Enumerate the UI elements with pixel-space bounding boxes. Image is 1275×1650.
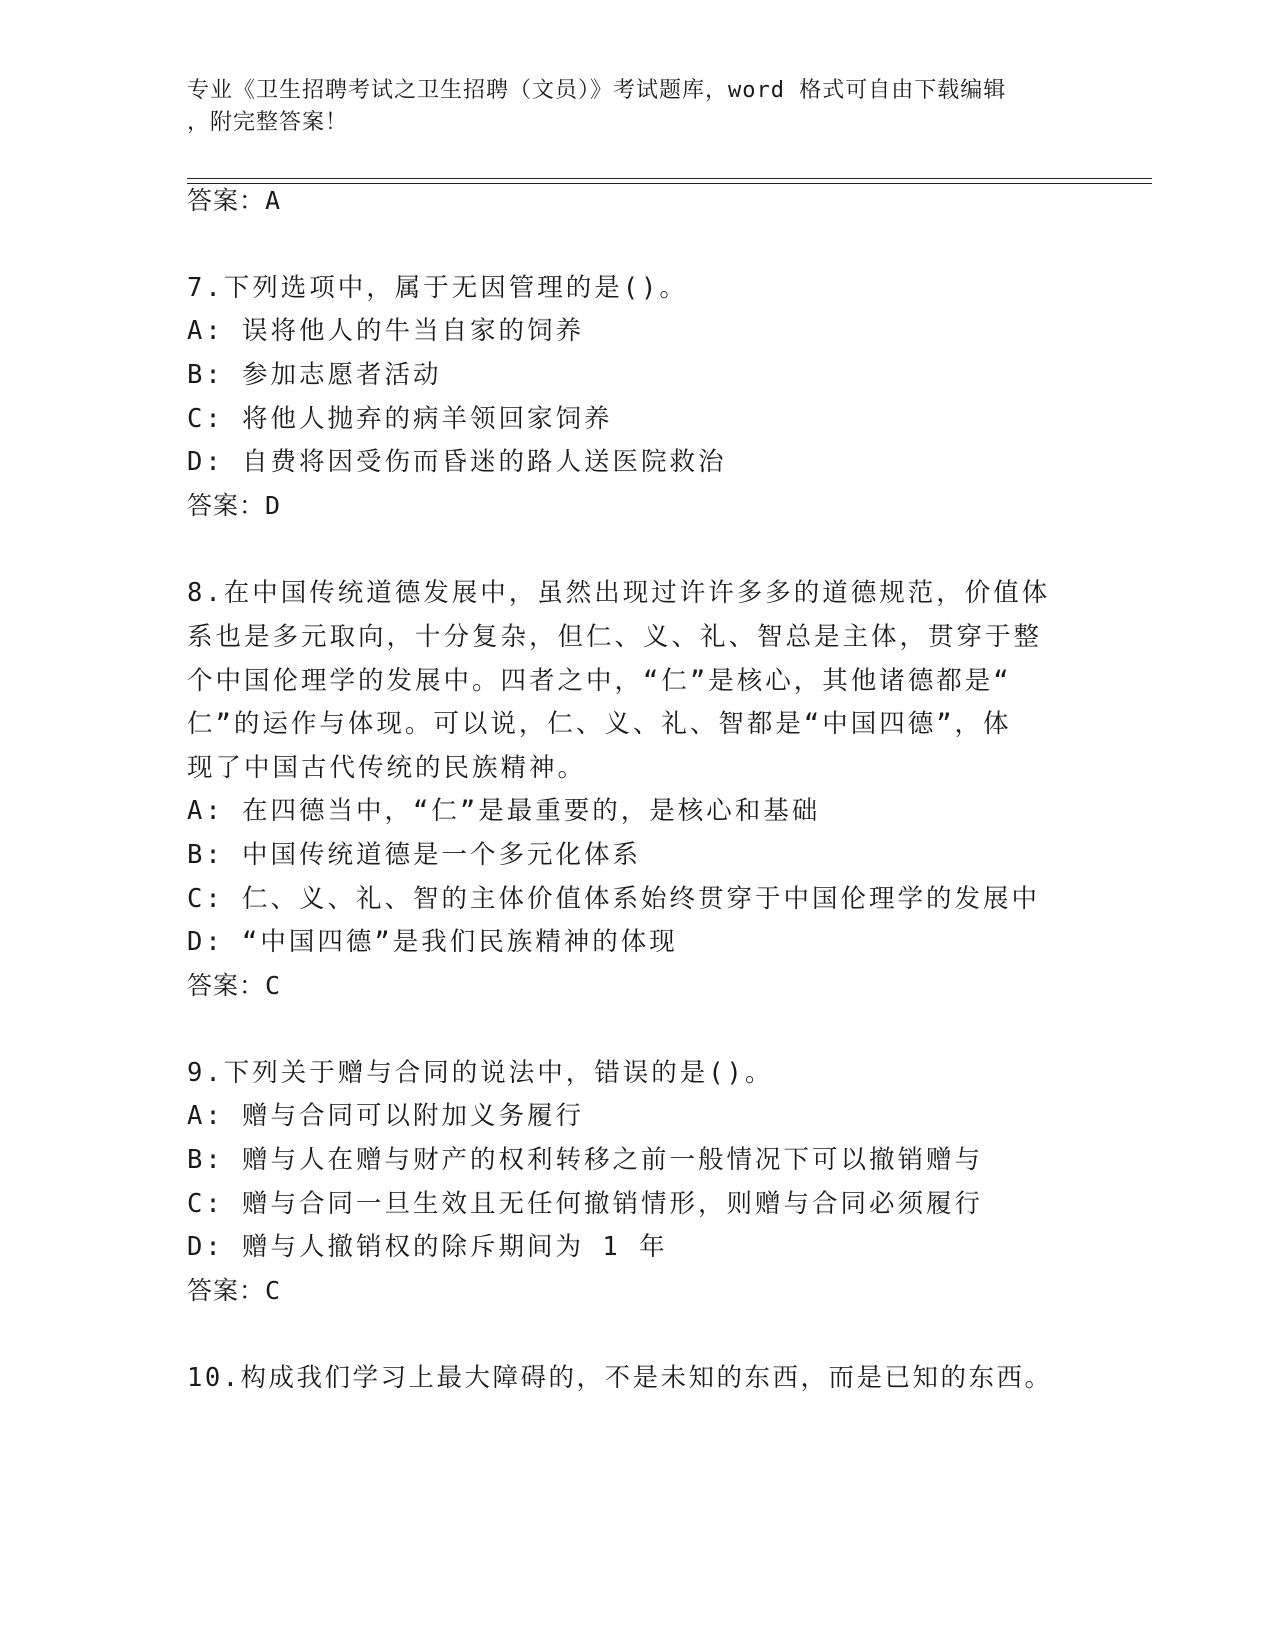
header-divider-bottom: [187, 183, 1152, 184]
question-7: 7.下列选项中，属于无因管理的是()。: [187, 273, 688, 303]
header-line-1: 专业《卫生招聘考试之卫生招聘（文员）》考试题库，word 格式可自由下载编辑: [187, 78, 1007, 103]
question-8-line-4: 仁”的运作与体现。可以说，仁、义、礼、智都是“中国四德”，体: [187, 709, 1012, 739]
option-d: D: 自费将因受伤而昏迷的路人送医院救治: [187, 447, 727, 477]
answer-label: 答案：: [187, 186, 266, 215]
option-c: C: 将他人抛弃的病羊领回家饲养: [187, 404, 613, 434]
answer-line-q7: [187, 489, 281, 523]
question-10: 10.构成我们学习上最大障碍的，不是未知的东西，而是已知的东西。: [187, 1363, 1053, 1393]
question-8-line-2: 系也是多元取向，十分复杂，但仁、义、礼、智总是主体，贯穿于整: [187, 622, 1043, 652]
question-9: 9.下列关于赠与合同的说法中，错误的是()。: [187, 1058, 774, 1088]
question-8-line-3: 个中国伦理学的发展中。四者之中，“仁”是核心，其他诸德都是“: [187, 666, 1012, 696]
answer-line-q6: [187, 184, 281, 218]
document-header: [187, 75, 1077, 139]
option-a: A: 在四德当中，“仁”是最重要的，是核心和基础: [187, 796, 821, 826]
option-c: C: 赠与合同一旦生效且无任何撤销情形，则赠与合同必须履行: [187, 1189, 984, 1219]
question-8-line-5: 现了中国古代传统的民族精神。: [187, 753, 587, 783]
header-divider-top: [187, 178, 1152, 179]
option-a: A: 赠与合同可以附加义务履行: [187, 1101, 585, 1131]
answer-label: 答案：: [187, 971, 266, 1000]
option-b: B: 中国传统道德是一个多元化体系: [187, 840, 642, 870]
answer-value: A: [265, 186, 282, 215]
answer-value: C: [265, 1276, 282, 1305]
question-8-line-1: 8.在中国传统道德发展中，虽然出现过许许多多的道德规范，价值体: [187, 578, 1051, 608]
answer-value: D: [265, 491, 282, 520]
answer-label: 答案：: [187, 1276, 266, 1305]
option-b: B: 参加志愿者活动: [187, 360, 442, 390]
option-d: D: “中国四德”是我们民族精神的体现: [187, 927, 678, 957]
header-line-2: ，附完整答案！: [187, 110, 349, 135]
option-d: D: 赠与人撤销权的除斥期间为 1 年: [187, 1232, 668, 1262]
option-c: C: 仁、义、礼、智的主体价值体系始终贯穿于中国伦理学的发展中: [187, 884, 1041, 914]
answer-line-q8: [187, 969, 281, 1003]
answer-label: 答案：: [187, 491, 266, 520]
answer-value: C: [265, 971, 282, 1000]
answer-line-q9: [187, 1274, 281, 1308]
option-b: B: 赠与人在赠与财产的权利转移之前一般情况下可以撤销赠与: [187, 1145, 984, 1175]
option-a: A: 误将他人的牛当自家的饲养: [187, 316, 585, 346]
